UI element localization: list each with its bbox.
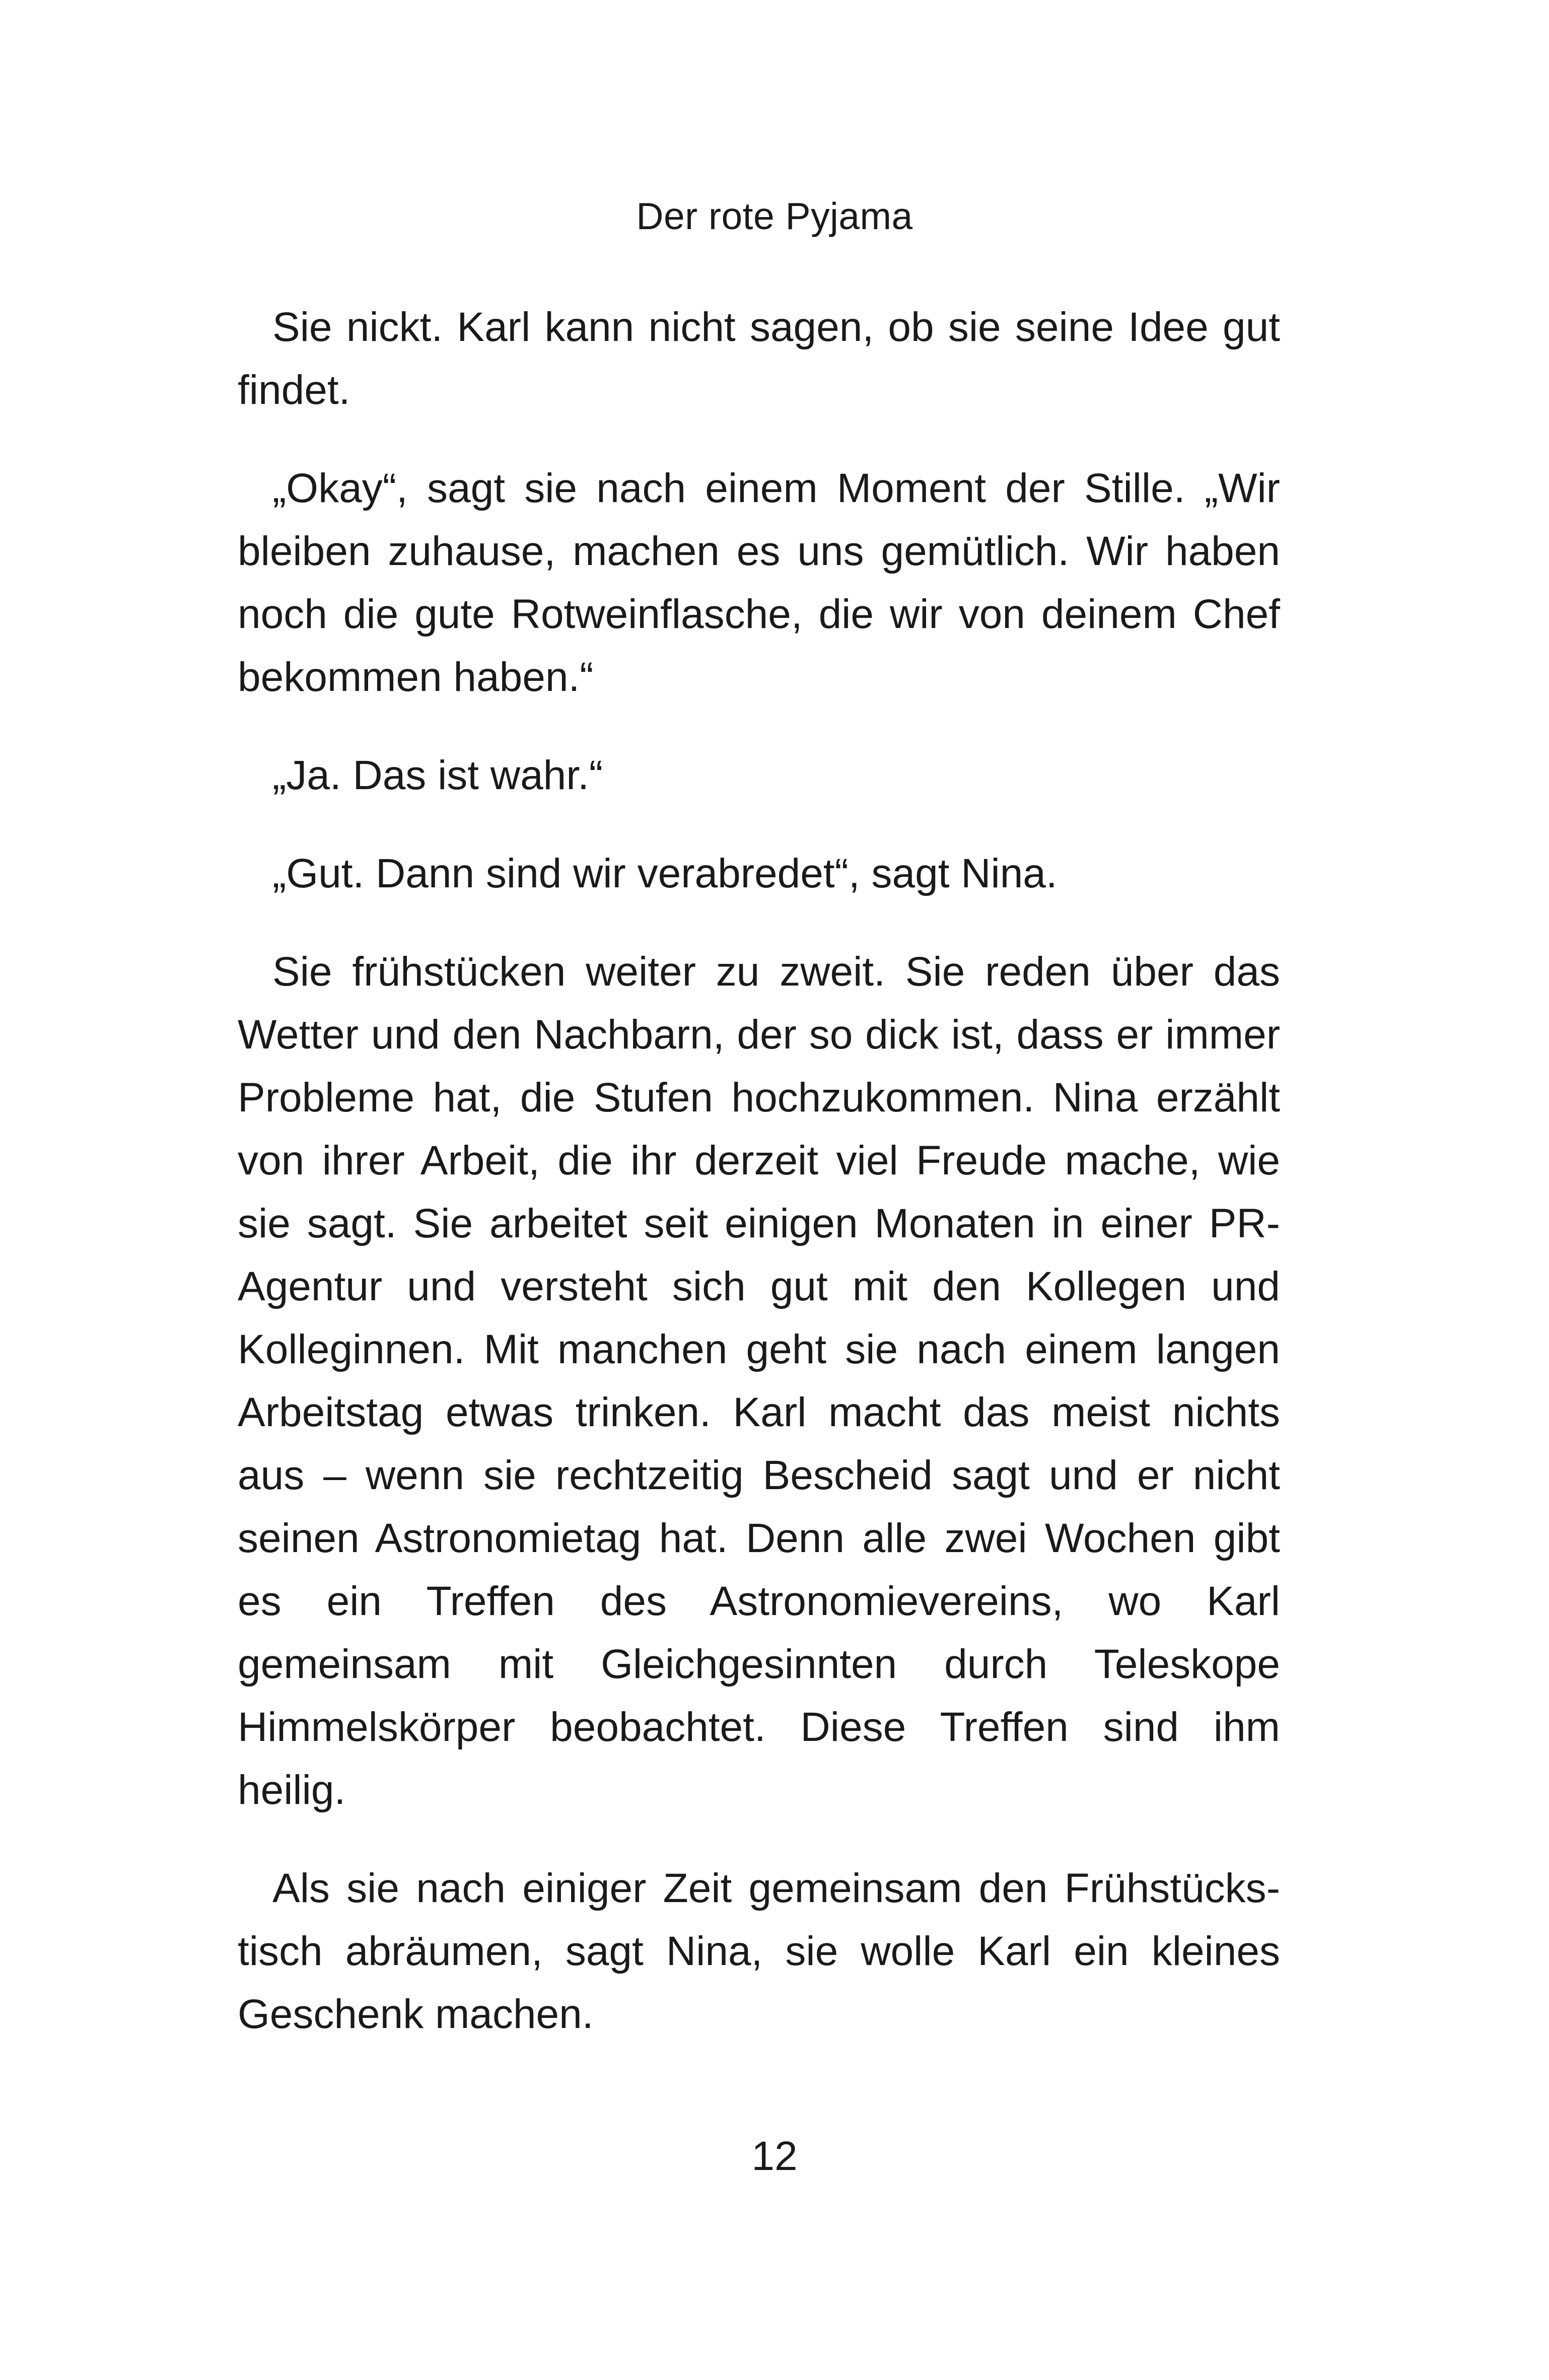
paragraph: „Okay“, sagt sie nach einem Moment der Stille. „Wir bleiben zuhause, machen es uns gemütlich. Wir haben noch die gute Rotweinflasche, die wir von deinem Chef bekommen haben.“ [238, 465, 1280, 700]
paragraph: Sie frühstücken weiter zu zweit. Sie reden über das Wetter und den Nachbarn, der so dick ist, dass er immer Probleme hat, die Stufen hochzukommen. Nina erzählt von ihrer Arbeit, die ihr derzeit viel Freude mache, wie sie sagt. Sie arbeitet seit einigen Monaten in einer PR-Agentur und versteht sich gut mit den Kollegen und Kolleginnen. Mit manchen geht sie nach einem langen Arbeitstag etwas trinken. Karl macht das meist nichts aus – wenn sie rechtzeitig Bescheid sagt und er nicht seinen Astronomietag hat. Denn alle zwei Wochen gibt es ein Treffen des Astronomievereins, wo Karl gemeinsam mit Gleichgesinnten durch Teleskope Himmelskörper beobachtet. Diese Treffen sind ihm heilig. [238, 949, 1280, 1813]
page-number: 12 [751, 2133, 798, 2179]
running-head: Der rote Pyjama [636, 195, 913, 237]
paragraph: Als sie nach einiger Zeit gemeinsam den Frühstückstisch abräumen, sagt Nina, sie wolle Karl ein kleines Geschenk machen. [238, 1865, 1280, 2037]
paragraph: Sie nickt. Karl kann nicht sagen, ob sie seine Idee gut findet. [238, 304, 1280, 413]
paragraph: „Ja. Das ist wahr.“ [272, 752, 603, 798]
body-text [238, 296, 1280, 2081]
paragraph: „Gut. Dann sind wir verabredet“, sagt Nina. [272, 851, 1058, 896]
